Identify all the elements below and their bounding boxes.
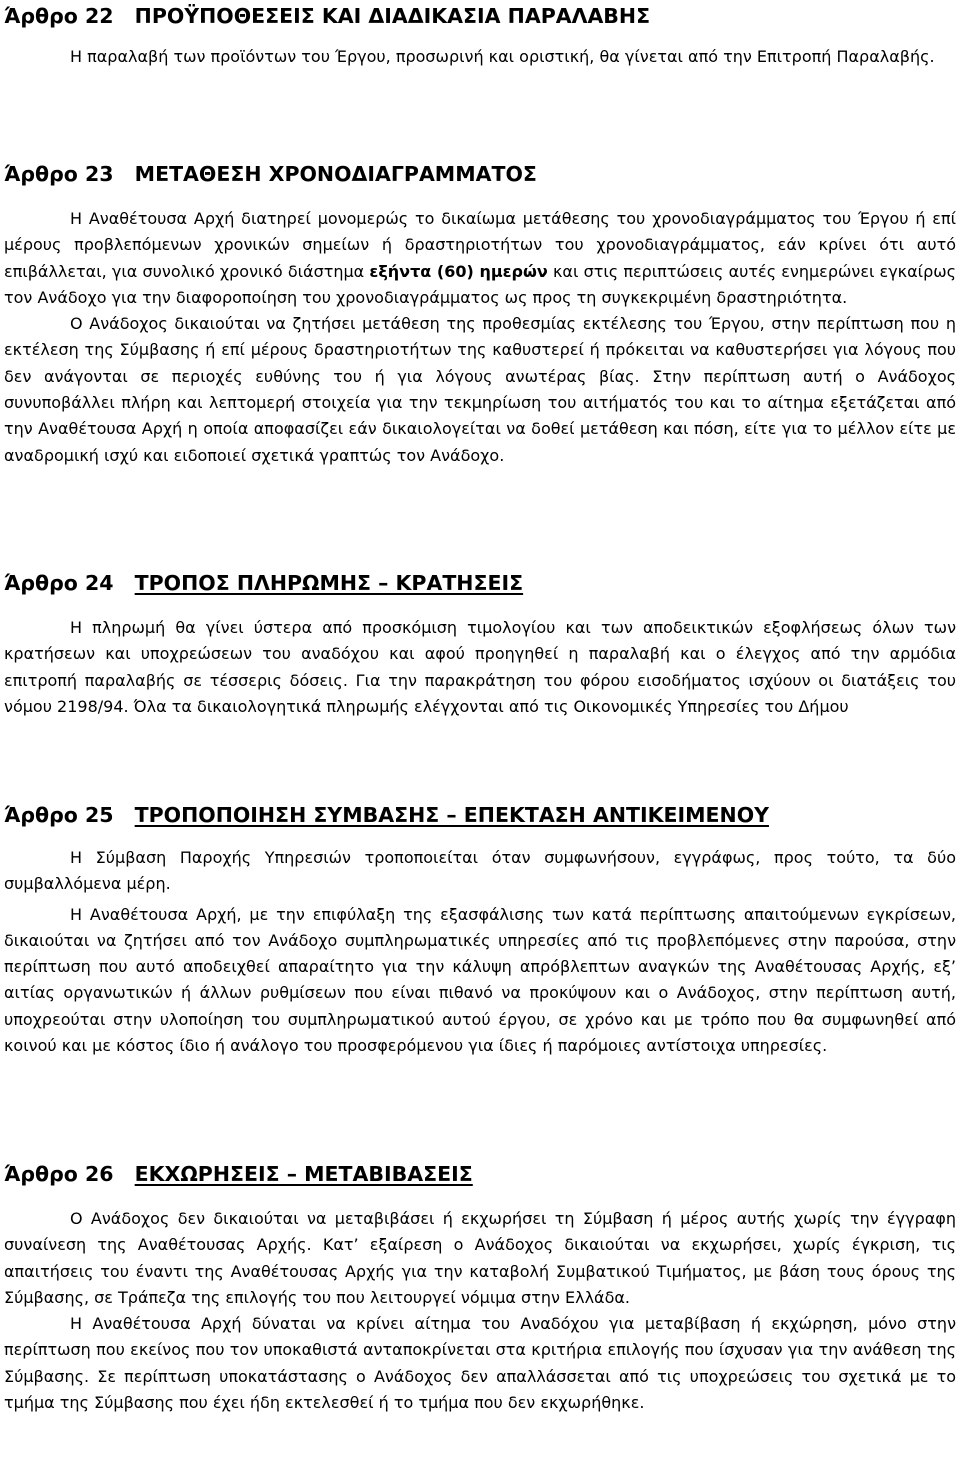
article-24: [4, 569, 956, 720]
article-title: ΜΕΤΑΘΕΣΗ ΧΡΟΝΟΔΙΑΓΡΑΜΜΑΤΟΣ: [134, 162, 537, 186]
article-26: [4, 1160, 956, 1416]
article-23: [4, 160, 956, 469]
article-paragraph: Η πληρωμή θα γίνει ύστερα από προσκόμιση τιμολογίου και των αποδεικτικών εξοφλήσεως όλων των κρατήσεων και υποχρεώσεων του αναδόχου και αφού προηγηθεί η παραλαβή και ο έλεγχος από την αρμόδια επιτροπή παραλαβής σε τέσσερις δόσεις. Για την παρακράτηση του φόρου εισοδήματος ισχύουν οι διατάξεις του νόμου 2198/94. Όλα τα δικαιολογητικά πληρωμής ελέγχονται από τις Οικονομικές Υπηρεσίες του Δήμου: [4, 618, 956, 716]
article-heading: [4, 569, 956, 597]
article-paragraph: [4, 206, 956, 311]
article-number: Άρθρο 22: [4, 4, 114, 28]
article-title: ΕΚΧΩΡΗΣΕΙΣ – ΜΕΤΑΒΙΒΑΣΕΙΣ: [134, 1162, 473, 1186]
article-paragraph: Η Αναθέτουσα Αρχή δύναται να κρίνει αίτημα του Αναδόχου για μεταβίβαση ή εκχώρηση, μόνο στην περίπτωση που εκείνος που τον υποκαθιστά ανταποκρίνεται στα κριτήρια επιλογής που ίσχυσαν για την ανάθεση της Σύμβασης. Σε περίπτωση υποκατάστασης ο Ανάδοχος δεν απαλλάσσεται από τις υποχρεώσεις του σχετικά με το τμήμα της Σύμβασης που έχει ήδη εκτελεσθεί ή το τμήμα που δεν εκχωρήθηκε.: [4, 1314, 956, 1413]
article-title: ΤΡΟΠΟΠΟΙΗΣΗ ΣΥΜΒΑΣΗΣ – ΕΠΕΚΤΑΣΗ ΑΝΤΙΚΕΙΜΕΝΟΥ: [134, 803, 769, 827]
article-25: [4, 801, 956, 1059]
paragraph-text: Η Αναθέτουσα Αρχή διατηρεί μονομερώς το δικαίωμα μετάθεσης του χρονοδιαγράμματος του Έργου ή επί μέρους προβλεπόμενων χρονικών σημείων ή δραστηριοτήτων του χρονοδιαγράμματος, εάν κρίνει ότι αυτό επιβάλλεται, για συνολικό χρονικό διάστημα: [4, 209, 956, 281]
article-heading: [4, 2, 956, 30]
article-paragraph: Η Αναθέτουσα Αρχή, με την επιφύλαξη της εξασφάλισης των κατά περίπτωσης απαιτούμενων εγκρίσεων, δικαιούται να ζητήσει από τον Ανάδοχο συμπληρωματικές υπηρεσίες από τις προβλεπόμενες στην παρούσα, στην περίπτωση που αυτό αποδειχθεί απαραίτητο για την κάλυψη απρόβλεπτων αναγκών της Αναθέτουσας Αρχής, εξ’ αιτίας οργανωτικών ή άλλων ρυθμίσεων που είναι πιθανό να προκύψουν και ο Ανάδοχος, στην περίπτωση αυτή, υποχρεούται στην υλοποίηση του συμπληρωματικού αυτού έργου, σε χρόνο και με τρόπο που θα συμφωνηθεί από κοινού και με κόστος ίδιο ή ανάλογο του προσφερόμενου για ίδιες ή παρόμοιες αντίστοιχα υπηρεσίες.: [4, 904, 956, 1056]
article-heading: [4, 160, 956, 188]
article-22: [4, 0, 956, 70]
article-number: Άρθρο 24: [4, 571, 114, 595]
article-title: ΠΡΟΫΠΟΘΕΣΕΙΣ ΚΑΙ ΔΙΑΔΙΚΑΣΙΑ ΠΑΡΑΛΑΒΗΣ: [134, 4, 651, 28]
article-paragraph: Η Σύμβαση Παροχής Υπηρεσιών τροποποιείται όταν συμφωνήσουν, εγγράφως, προς τούτο, τα δύο συμβαλλόμενα μέρη.: [4, 848, 956, 894]
article-paragraph: Η παραλαβή των προϊόντων του Έργου, προσωρινή και οριστική, θα γίνεται από την Επιτροπή Παραλαβής.: [70, 47, 935, 66]
article-paragraph: Ο Ανάδοχος δεν δικαιούται να μεταβιβάσει ή εκχωρήσει τη Σύμβαση ή μέρος αυτής χωρίς την έγγραφη συναίνεση της Αναθέτουσας Αρχής. Κατ’ εξαίρεση ο Ανάδοχος δικαιούται να εκχωρήσει, χωρίς έγκριση, τις απαιτήσεις του έναντι της Αναθέτουσας Αρχής για την καταβολή Συμβατικού Τιμήματος, με βάση τους όρους της Σύμβασης, σε Τράπεζα της επιλογής του που λειτουργεί νόμιμα στην Ελλάδα.: [4, 1209, 956, 1307]
article-title: ΤΡΟΠΟΣ ΠΛΗΡΩΜΗΣ – ΚΡΑΤΗΣΕΙΣ: [134, 571, 524, 595]
article-number: Άρθρο 26: [4, 1162, 114, 1186]
paragraph-bold-text: εξήντα (60) ημερών: [369, 261, 548, 281]
article-number: Άρθρο 25: [4, 803, 114, 827]
article-heading: [4, 801, 956, 829]
paragraph-text: και στις περιπτώσεις αυτές ενημερώνει εγκαίρως τον Ανάδοχο για την διαφοροποίηση του χρονοδιαγράμματος ως προς τη συγκεκριμένη δραστηριότητα.: [4, 261, 957, 307]
article-number: Άρθρο 23: [4, 162, 114, 186]
article-heading: [4, 1160, 956, 1188]
article-paragraph: Ο Ανάδοχος δικαιούται να ζητήσει μετάθεση της προθεσμίας εκτέλεσης του Έργου, στην περίπτωση που η εκτέλεση της Σύμβασης ή επί μέρους δραστηριοτήτων της καθυστερεί ή πρόκειται να καθυστερήσει για λόγους που δεν ανάγονται σε περιοχές ευθύνης του ή για λόγους ανωτέρας βίας. Στην περίπτωση αυτή ο Ανάδοχος συνυποβάλλει πλήρη και λεπτομερή στοιχεία για την τεκμηρίωση του αιτήματός του και το αίτημα εξετάζεται από την Αναθέτουσα Αρχή η οποία αποφασίζει εάν δικαιολογείται να δοθεί μετάθεση και πόση, είτε για το μέλλον είτε με αναδρομική ισχύ και ειδοποιεί σχετικά γραπτώς τον Ανάδοχο.: [4, 314, 956, 465]
